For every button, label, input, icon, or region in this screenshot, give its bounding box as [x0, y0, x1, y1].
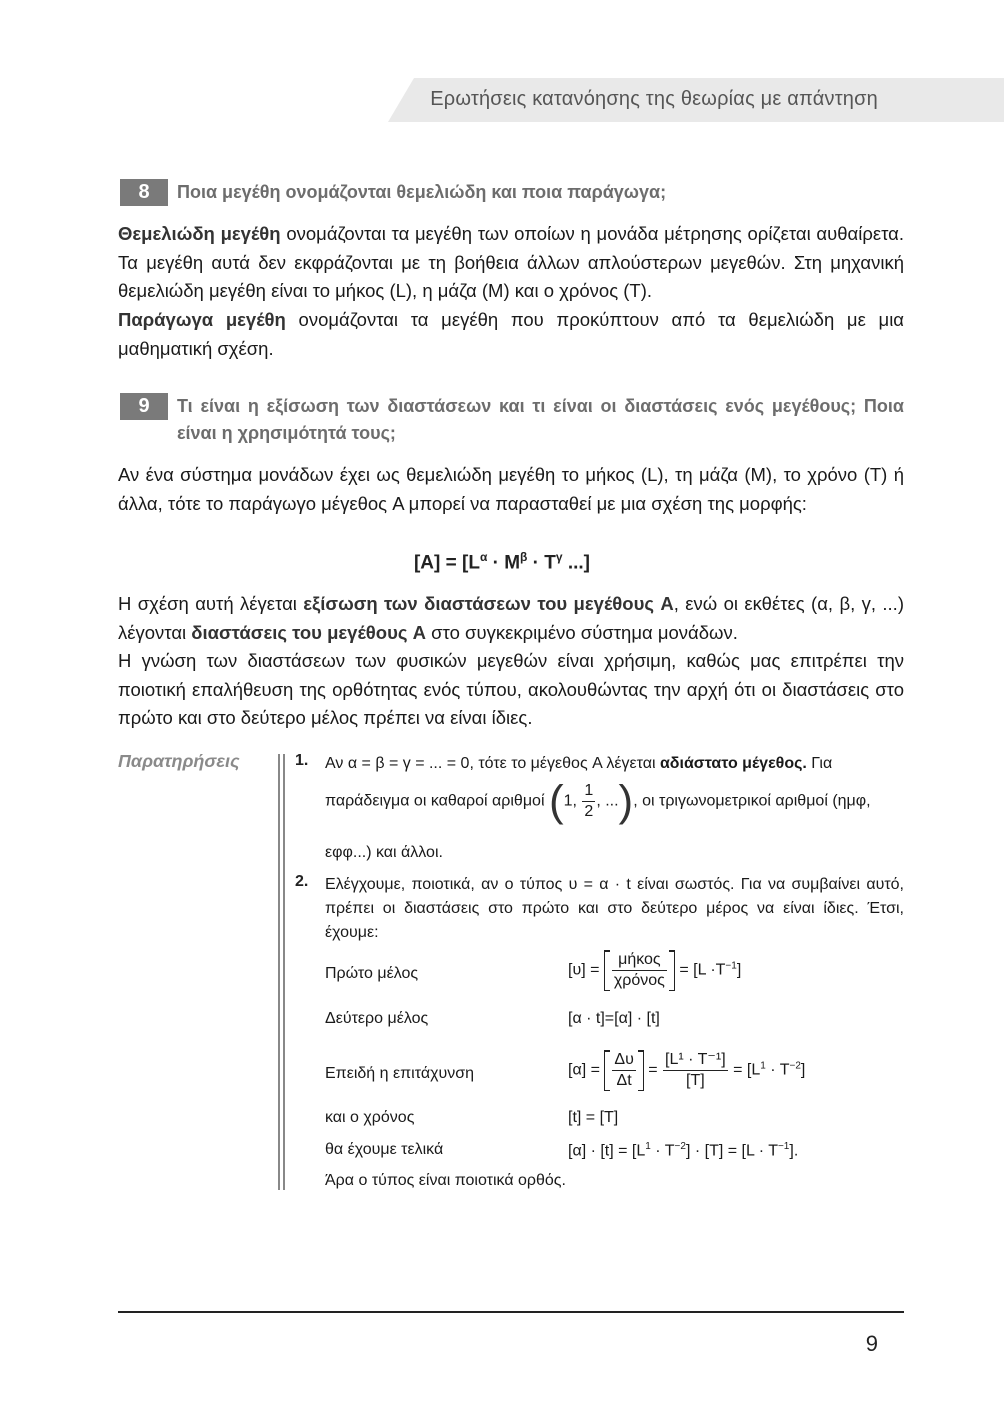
- text: , ενώ οι εκθέτες (α, β, γ, ...) λέγονται: [118, 593, 904, 643]
- bold-term: αδιάστατο μέγεθος.: [659, 755, 807, 772]
- row-expr-time: [t] = [T]: [568, 1109, 619, 1126]
- formula-sup: β: [520, 550, 528, 564]
- numerator: Δυ: [612, 1050, 635, 1071]
- exponent: −1: [777, 1141, 790, 1152]
- bold-term: εξίσωση των διαστάσεων του μεγέθους A: [303, 593, 674, 614]
- row-expr-final: [568, 1141, 798, 1160]
- numerator: μήκος: [612, 950, 667, 971]
- text: [α] =: [568, 1061, 605, 1079]
- remarks-divider-left: [278, 754, 280, 1190]
- text: = [L: [728, 1061, 761, 1079]
- row-label-acceleration: Επειδή η επιτάχυνση: [325, 1065, 474, 1082]
- formula-part: · M: [487, 552, 521, 574]
- remark-2-intro: Ελέγχουμε, ποιοτικά, αν ο τύπος υ = α · t είναι σωστός. Για να συμβαίνει αυτό, πρέπει οι διαστάσεις στο πρώτο και στο δεύτερο μέρος να είναι ίδιες. Έτσι, έχουμε:: [325, 876, 904, 941]
- denominator: χρόνος: [613, 972, 665, 989]
- q8-paragraph-2: [118, 306, 904, 363]
- square-bracket: [604, 1050, 643, 1091]
- q9-paragraph-3: Η γνώση των διαστάσεων των φυσικών μεγεθών είναι χρήσιμη, καθώς μας επιτρέπει την ποιοτική επαλήθευση της ορθότητας ενός τύπου, ακολουθώντας την αρχή ότι οι διαστάσεις στο πρώτο και στο δεύτερο μέλος πρέπει να είναι ίδιες.: [118, 650, 904, 729]
- formula-sup: α: [479, 550, 488, 564]
- fraction-dv-over-dt: [612, 1050, 635, 1091]
- text: ονομάζονται τα μεγέθη που προκύπτουν από τα θεμελιώδη με μια μαθηματική σχέση.: [118, 309, 904, 359]
- page-number: 9: [865, 1331, 878, 1356]
- text: [α] · [t] = [L: [568, 1142, 646, 1160]
- exponent: 1: [645, 1141, 651, 1152]
- text: ] · [T] = [L · T: [685, 1142, 778, 1160]
- denominator: 2: [584, 803, 594, 820]
- q9-intro: Αν ένα σύστημα μονάδων έχει ως θεμελιώδη μεγέθη το μήκος (L), τη μάζα (M), το χρόνο (T) ή άλλα, τότε το παράγωγο μέγεθος A μπορεί να παρασταθεί με μια σχέση της μορφής:: [118, 464, 904, 514]
- q9-paragraph-2: [118, 590, 904, 647]
- row-label-first-member: Πρώτο μέλος: [325, 965, 419, 982]
- row-expr-second-member: [α · t]=[α] · [t]: [568, 1010, 660, 1027]
- numerator: 1: [582, 781, 595, 802]
- right-paren: ): [618, 776, 634, 826]
- text: ]: [736, 961, 742, 979]
- question-9-number: 9: [120, 393, 168, 420]
- bold-term: διαστάσεις του μεγέθους A: [191, 621, 426, 643]
- text: στο συγκεκριμένο σύστημα μονάδων.: [426, 621, 738, 643]
- text: · T: [650, 1142, 675, 1160]
- text: Αν α = β = γ = ... = 0, τότε το μέγεθος A λέγεται: [325, 755, 660, 772]
- formula-part: · T: [527, 552, 556, 574]
- row-label-second-member: Δεύτερο μέλος: [325, 1010, 429, 1027]
- text: , ...: [596, 792, 619, 810]
- bold-term: Παράγωγα μεγέθη: [118, 309, 286, 330]
- exponent: −2: [789, 1060, 801, 1072]
- fraction-length-over-time: [612, 950, 667, 991]
- text: , οι τριγωνομετρικοί αριθμοί (ημφ,: [633, 792, 871, 810]
- row-expr-first-member: [568, 950, 741, 991]
- question-9-text: Τι είναι η εξίσωση των διαστάσεων και τι είναι οι διαστάσεις ενός μεγέθους; Ποια είναι η χρησιμότητά τους;: [177, 396, 904, 443]
- text: παράδειγμα οι καθαροί αριθμοί: [325, 792, 549, 810]
- text: ].: [789, 1142, 799, 1160]
- text: ]: [800, 1061, 806, 1079]
- remark-1-number: 1.: [295, 752, 309, 769]
- footer-rule: [118, 1311, 904, 1313]
- denominator: [T]: [686, 1072, 705, 1089]
- fraction-dimensions: [663, 1050, 728, 1091]
- text: 1,: [563, 792, 582, 810]
- text: Η σχέση αυτή λέγεται: [118, 593, 304, 614]
- exponent: −1: [725, 960, 737, 972]
- row-expr-acceleration: [568, 1050, 805, 1091]
- denominator: Δt: [616, 1072, 632, 1089]
- numerator: [L¹ · T⁻¹]: [663, 1050, 728, 1071]
- formula-part: [A] = [L: [413, 552, 480, 574]
- question-8-text: Ποια μεγέθη ονομάζονται θεμελιώδη και ποια παράγωγα;: [177, 182, 667, 202]
- row-label-final: θα έχουμε τελικά: [325, 1141, 444, 1158]
- header-title: Ερωτήσεις κατανόησης της θεωρίας με απάντηση: [430, 88, 878, 110]
- remarks-divider-right: [283, 754, 285, 1190]
- text: =: [643, 1061, 663, 1079]
- conclusion: Άρα ο τύπος είναι ποιοτικά ορθός.: [325, 1172, 566, 1189]
- exponent: −2: [674, 1141, 686, 1152]
- remark-1-line-1: [325, 752, 904, 776]
- remarks-label: Παρατηρήσεις: [118, 751, 240, 771]
- text: [υ] =: [568, 961, 604, 979]
- exponent: 1: [760, 1060, 766, 1072]
- remark-2-number: 2.: [295, 873, 309, 890]
- text: · T: [765, 1061, 790, 1079]
- bold-term: Θεμελιώδη μεγέθη: [118, 223, 281, 244]
- text: ονομάζονται τα μεγέθη των οποίων η μονάδα μέτρησης ορίζεται αυθαίρετα. Τα μεγέθη αυτά δεν εκφράζονται με τη βοήθεια άλλων απλούστερων μεγεθών. Στη μηχανική θεμελιώδη μεγέθη είναι το μήκος (L), η μάζα (M) και ο χρόνος (T).: [118, 223, 904, 302]
- q8-paragraph-1: [118, 220, 904, 306]
- fraction-one-half: [582, 781, 595, 822]
- row-label-time: και ο χρόνος: [325, 1109, 415, 1126]
- dimension-formula: [0, 550, 1004, 574]
- formula-sup: γ: [555, 550, 563, 564]
- remark-1-line-2: [325, 776, 904, 826]
- formula-part: ...]: [562, 552, 591, 574]
- left-paren: (: [548, 776, 564, 826]
- text: = [L ·T: [674, 961, 726, 979]
- question-8-number: 8: [120, 179, 168, 206]
- square-bracket: [604, 950, 675, 991]
- text: Για: [806, 755, 833, 772]
- remark-1-line-3: εφφ...) και άλλοι.: [325, 844, 443, 861]
